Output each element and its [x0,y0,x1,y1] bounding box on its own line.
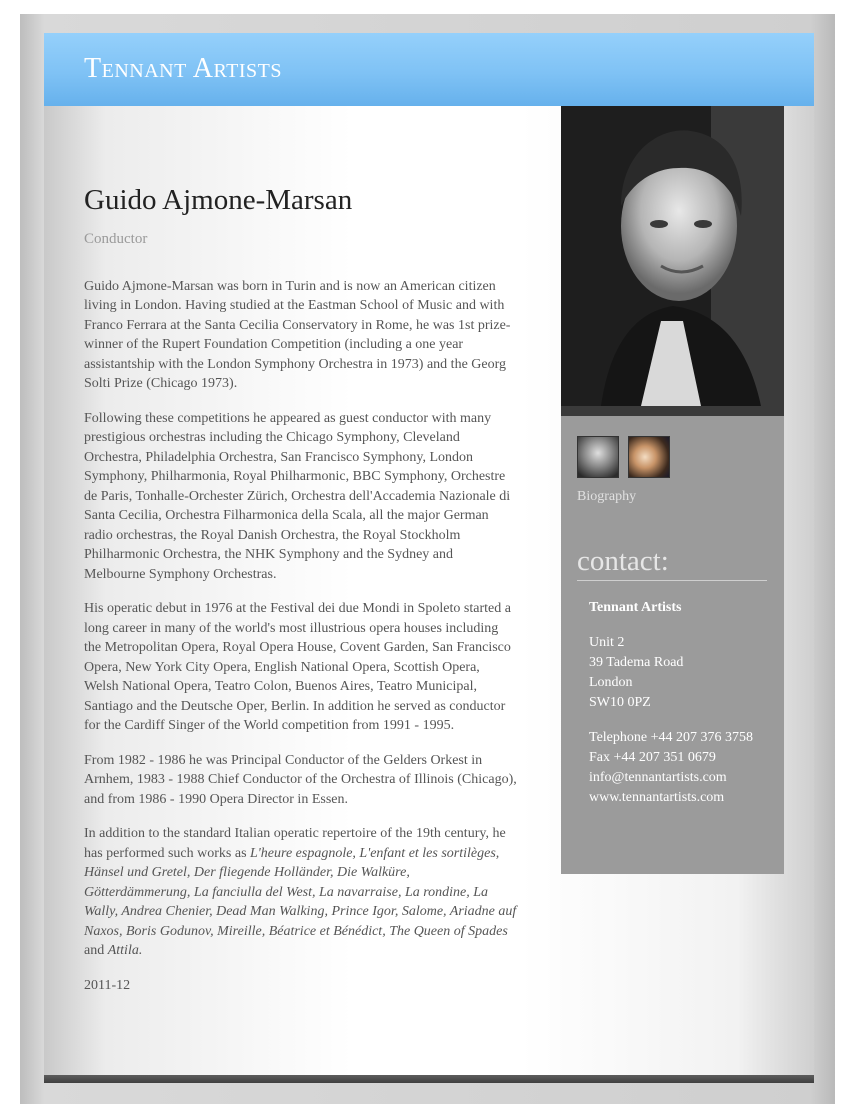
photo-thumbnails [577,436,675,478]
contact-fax: Fax +44 207 351 0679 [589,750,716,765]
contact-website-link[interactable]: www.tennantartists.com [589,790,725,805]
page [44,33,814,1083]
repertoire-paragraph [84,824,517,961]
brand-logo[interactable]: Tennant Artists [84,53,282,84]
artist-role: Conductor [84,231,148,247]
artist-photo [561,106,784,406]
season-label: 2011-12 [84,977,131,993]
sidebar [561,106,784,874]
address-line: 39 Tadema Road [589,655,684,670]
bio-paragraph: Guido Ajmone-Marsan was born in Turin and is now an American citizen living in London. Having studied at the Eastman School of Music and with Franco Ferrara at the Santa Cecilia Conservatory in Rome, he was 1st prize-winner of the Rupert Foundation Competition (including a one year assistantship with the London Symphony Orchestra in 1973) and the Georg Solti Prize (Chicago 1973). [84,278,511,391]
repertoire-last: Attila. [107,943,143,958]
contact-details [589,598,774,808]
thumbnail-photo-1[interactable] [577,436,619,478]
biography-link[interactable]: Biography [577,489,637,504]
repertoire-works: L'heure espagnole, L'enfant et les sortilèges, Hänsel und Gretel, Der fliegende Holländer, Die Walküre, Götterdämmerung, La fanciulla del West, La navarraise, La rondine, La Wally, Andrea Chenier, Dead Man Walking, Prince Igor, Salome, Ariadne auf Naxos, Boris Godunov, Mireille, Béatrice et Bénédict, The Queen of Spades [84,845,517,939]
contact-email-link[interactable]: info@tennantartists.com [589,770,727,785]
artist-name: Guido Ajmone-Marsan [84,184,353,216]
artist-content [84,183,517,995]
contact-org: Tennant Artists [589,600,682,615]
bio-paragraph: Following these competitions he appeared as guest conductor with many prestigious orchestras including the Chicago Symphony, Cleveland Orchestra, Philadelphia Orchestra, San Francisco Symphony, London Symphony, Philharmonia, Royal Philharmonic, BBC Symphony, Orchestre de Paris, Tonhalle-Orchester Zürich, Orchestra dell'Accademia Nazionale di Santa Cecilia, Orchestra Filharmonica della Scala, all the major German radio orchestras, the Royal Danish Orchestra, the Royal Stockholm Philharmonic Orchestra, the NHK Symphony and the Sydney and Melbourne Symphony Orchestras. [84,410,511,582]
biography [84,277,517,996]
thumbnail-photo-2[interactable] [628,436,670,478]
contact-address [589,633,774,713]
site-header [44,33,814,106]
contact-heading: contact: [577,544,767,581]
contact-telephone: Telephone +44 207 376 3758 [589,730,754,745]
photo-divider [561,406,784,416]
footer-bar [44,1075,814,1083]
address-line: London [589,675,633,690]
repertoire-intro: In addition to the standard Italian operatic repertoire of the 19th century, he has performed such works as [84,826,506,861]
portrait-illustration [561,106,784,406]
address-line: SW10 0PZ [589,695,651,710]
repertoire-and: and [84,943,108,958]
bio-paragraph: His operatic debut in 1976 at the Festival dei due Mondi in Spoleto started a long career in many of the world's most illustrious opera houses including the Metropolitan Opera, Royal Opera House, Covent Garden, San Francisco Opera, New York City Opera, English National Opera, Scottish Opera, Welsh National Opera, Teatro Colon, Buenos Aires, Teatro Municipal, Santiago and the Deutsche Oper, Berlin. In addition he served as conductor for the Cardiff Singer of the World competition from 1991 - 1995. [84,601,511,733]
bio-paragraph: From 1982 - 1986 he was Principal Conductor of the Gelders Orkest in Arnhem, 1983 - 1988 Chief Conductor of the Orchestra of Illinois (Chicago), and from 1986 - 1990 Opera Director in Essen. [84,752,517,807]
address-line: Unit 2 [589,635,625,650]
